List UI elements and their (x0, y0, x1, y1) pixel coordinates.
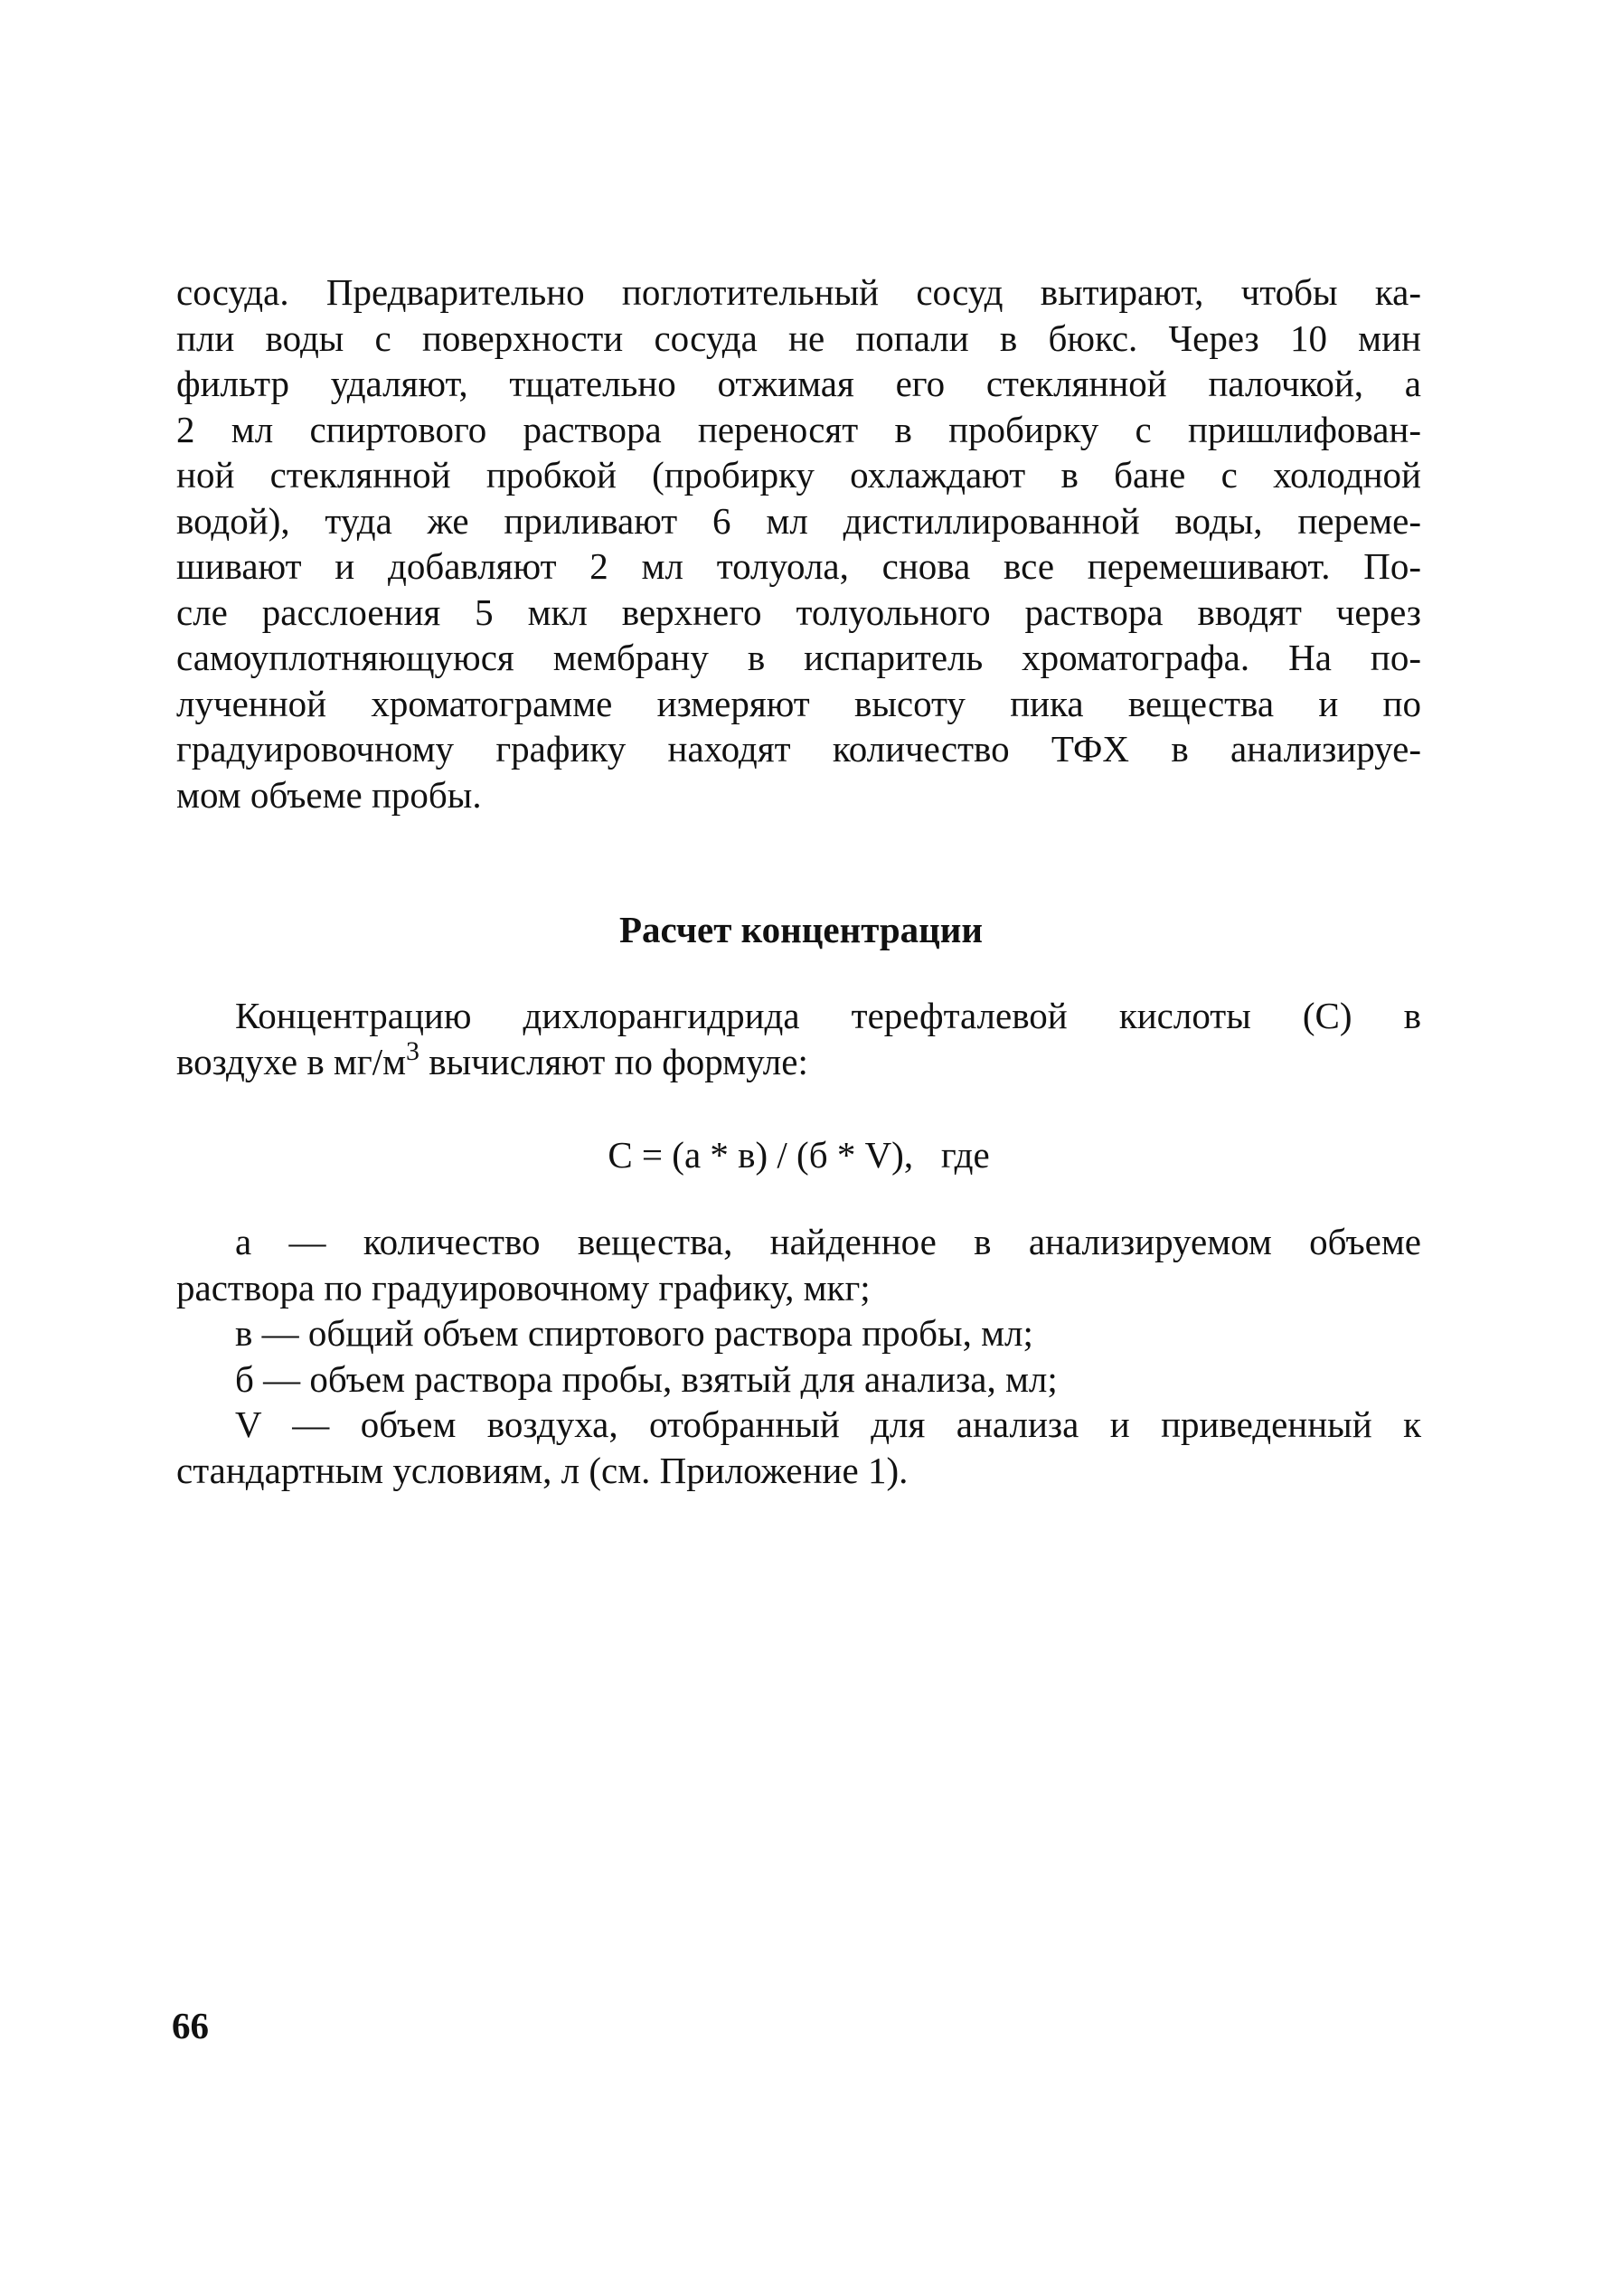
definition-line: а — количество вещества, найденное в анализируемом объеме (235, 1221, 1421, 1262)
page-number: 66 (172, 2005, 209, 2046)
text-line: фильтр удаляют, тщательно отжимая его стеклянной палочкой, а (176, 363, 1421, 404)
section-heading: Расчет концентрации (618, 909, 984, 950)
text-line: пли воды с поверхности сосуда не попали в бюкс. Через 10 мин (176, 317, 1421, 359)
paragraph-procedure (176, 269, 1421, 817)
text-line: 2 мл спиртового раствора переносят в пробирку с пришлифован- (176, 408, 1421, 450)
text-line: сосуда. Предварительно поглотительный сосуд вытирают, чтобы ка- (176, 271, 1421, 313)
text-line: мом объеме пробы. (176, 773, 482, 816)
text-line: сле расслоения 5 мкл верхнего толуольного раствора вводят через (176, 591, 1421, 633)
text-line: Концентрацию дихлорангидрида терефталевой кислоты (С) в (235, 995, 1421, 1036)
text-line: самоуплотняющуюся мембрану в испаритель хроматографа. На по- (176, 637, 1421, 678)
definitions-list (176, 1219, 1421, 1493)
definition-line: б — объем раствора пробы, взятый для анализа, мл; (235, 1357, 1058, 1400)
text-line: водой), туда же приливают 6 мл дистиллированной воды, переме- (176, 499, 1421, 542)
text-line: лученной хроматограмме измеряют высоту пика вещества и по (176, 682, 1421, 724)
formula: С = (а * в) / (б * V), где (608, 1134, 990, 1176)
definition-line: стандартным условиям, л (см. Приложение 1). (176, 1449, 909, 1491)
paragraph-concentration (176, 993, 1421, 1084)
text-line: ной стеклянной пробкой (пробирку охлаждают в бане с холодной (176, 454, 1421, 496)
superscript: 3 (406, 1035, 420, 1066)
text-line-with-unit (176, 1035, 1421, 1085)
definition-line: V — объем воздуха, отобранный для анализа и приведенный к (235, 1403, 1421, 1445)
text-line: градуировочному графику находят количество ТФХ в анализируе- (176, 728, 1421, 770)
definition-line: в — общий объем спиртового раствора пробы, мл; (235, 1312, 1033, 1354)
text-fragment: вычисляют по формуле: (419, 1040, 808, 1082)
text-fragment: воздухе в мг/м (176, 1040, 407, 1082)
definition-line: раствора по градуировочному графику, мкг; (176, 1266, 871, 1309)
text-line: шивают и добавляют 2 мл толуола, снова все перемешивают. По- (176, 545, 1421, 587)
